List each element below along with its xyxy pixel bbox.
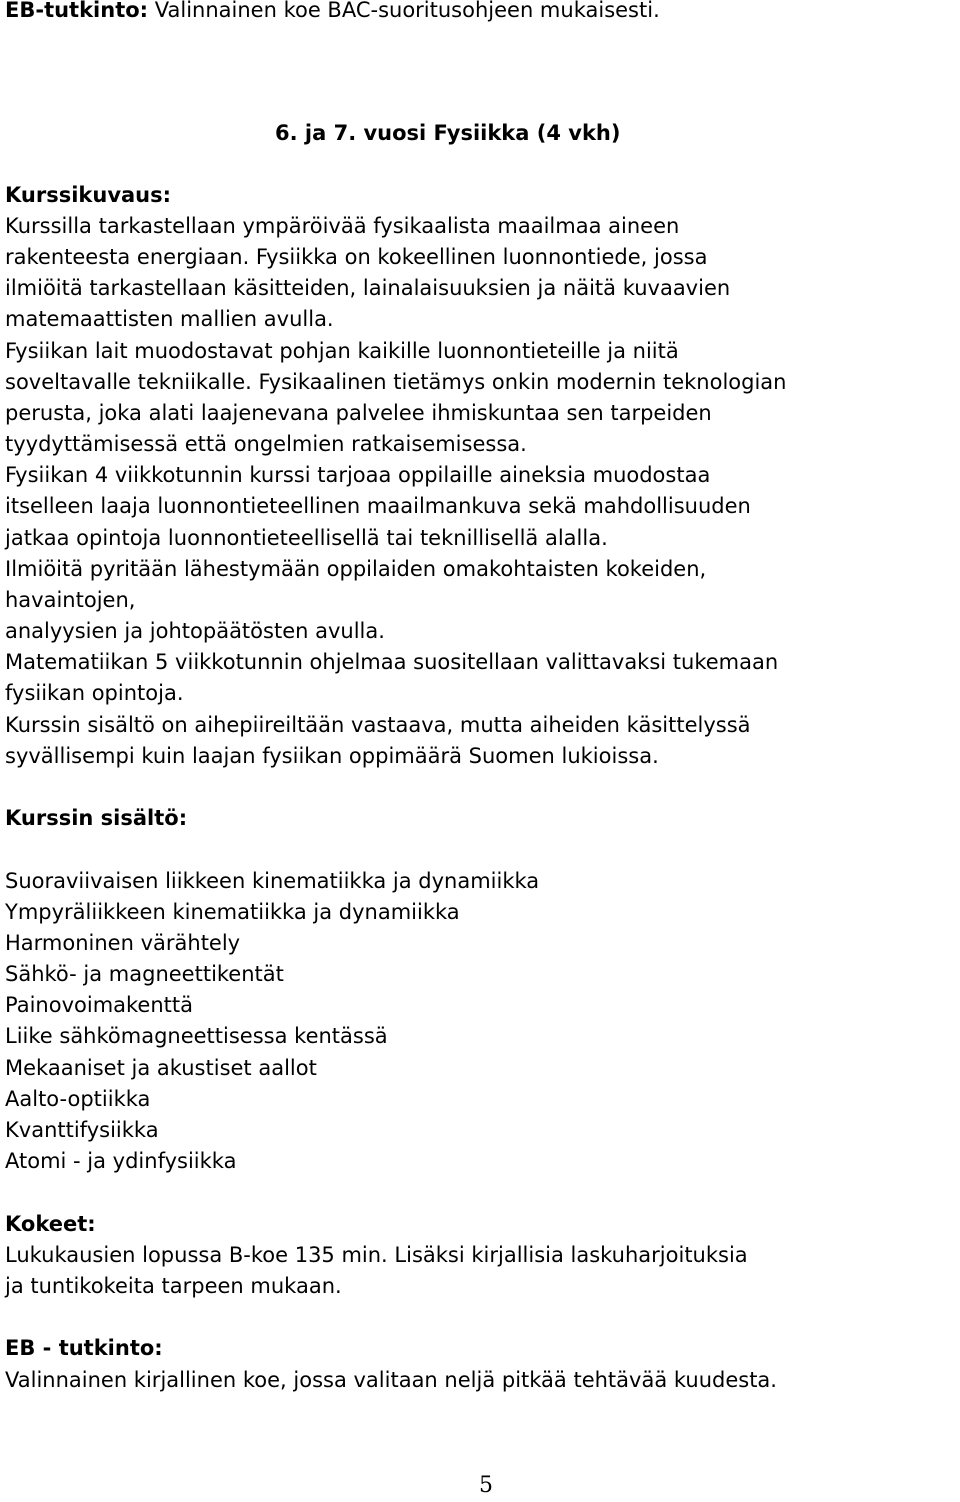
content-item: Ympyräliikkeen kinematiikka ja dynamiikka xyxy=(5,900,460,924)
description-line: rakenteesta energiaan. Fysiikka on kokeellinen luonnontiede, jossa xyxy=(5,245,708,269)
content-item: Atomi - ja ydinfysiikka xyxy=(5,1149,237,1173)
description-line: ilmiöitä tarkastellaan käsitteiden, lainalaisuuksien ja näitä kuvaavien xyxy=(5,276,731,300)
header-text: Valinnainen koe BAC-suoritusohjeen mukaisesti. xyxy=(148,0,660,22)
exams-line: Lukukausien lopussa B-koe 135 min. Lisäksi kirjallisia laskuharjoituksia xyxy=(5,1243,748,1267)
eb-heading: EB - tutkinto: xyxy=(5,1336,163,1360)
exams-line: ja tuntikokeita tarpeen mukaan. xyxy=(5,1274,342,1298)
content-item: Suoraviivaisen liikkeen kinematiikka ja dynamiikka xyxy=(5,869,540,893)
course-title: 6. ja 7. vuosi Fysiikka (4 vkh) xyxy=(275,121,621,145)
description-line: Ilmiöitä pyritään lähestymään oppilaiden omakohtaisten kokeiden, xyxy=(5,557,707,581)
description-line: Matematiikan 5 viikkotunnin ohjelmaa suositellaan valittavaksi tukemaan xyxy=(5,650,779,674)
header-label: EB-tutkinto: xyxy=(5,0,149,22)
description-heading: Kurssikuvaus: xyxy=(5,183,172,207)
description-line: matemaattisten mallien avulla. xyxy=(5,307,334,331)
content-item: Harmoninen värähtely xyxy=(5,931,241,955)
content-item: Aalto-optiikka xyxy=(5,1087,151,1111)
description-line: itselleen laaja luonnontieteellinen maailmankuva sekä mahdollisuuden xyxy=(5,494,751,518)
description-line: analyysien ja johtopäätösten avulla. xyxy=(5,619,385,643)
content-item: Painovoimakenttä xyxy=(5,993,193,1017)
content-item: Liike sähkömagneettisessa kentässä xyxy=(5,1024,388,1048)
description-line: soveltavalle tekniikalle. Fysikaalinen tietämys onkin modernin teknologian xyxy=(5,370,787,394)
exams-heading: Kokeet: xyxy=(5,1212,96,1236)
page-number: 5 xyxy=(479,1473,493,1498)
content-item: Kvanttifysiikka xyxy=(5,1118,159,1142)
description-line: havaintojen, xyxy=(5,588,136,612)
description-line: perusta, joka alati laajenevana palvelee ihmiskuntaa sen tarpeiden xyxy=(5,401,712,425)
description-line: Fysiikan lait muodostavat pohjan kaikille luonnontieteille ja niitä xyxy=(5,339,679,363)
description-line: tyydyttämisessä että ongelmien ratkaisemisessa. xyxy=(5,432,527,456)
header-line xyxy=(5,0,660,26)
description-line: Kurssilla tarkastellaan ympäröivää fysikaalista maailmaa aineen xyxy=(5,214,680,238)
description-line: Fysiikan 4 viikkotunnin kurssi tarjoaa oppilaille aineksia muodostaa xyxy=(5,463,711,487)
content-heading: Kurssin sisältö: xyxy=(5,806,188,830)
eb-line: Valinnainen kirjallinen koe, jossa valitaan neljä pitkää tehtävää kuudesta. xyxy=(5,1368,777,1392)
description-line: jatkaa opintoja luonnontieteellisellä tai teknillisellä alalla. xyxy=(5,526,608,550)
content-item: Sähkö- ja magneettikentät xyxy=(5,962,284,986)
description-line: syvällisempi kuin laajan fysiikan oppimäärä Suomen lukioissa. xyxy=(5,744,659,768)
description-line: Kurssin sisältö on aihepiireiltään vastaava, mutta aiheiden käsittelyssä xyxy=(5,713,751,737)
description-line: fysiikan opintoja. xyxy=(5,681,184,705)
content-item: Mekaaniset ja akustiset aallot xyxy=(5,1056,317,1080)
